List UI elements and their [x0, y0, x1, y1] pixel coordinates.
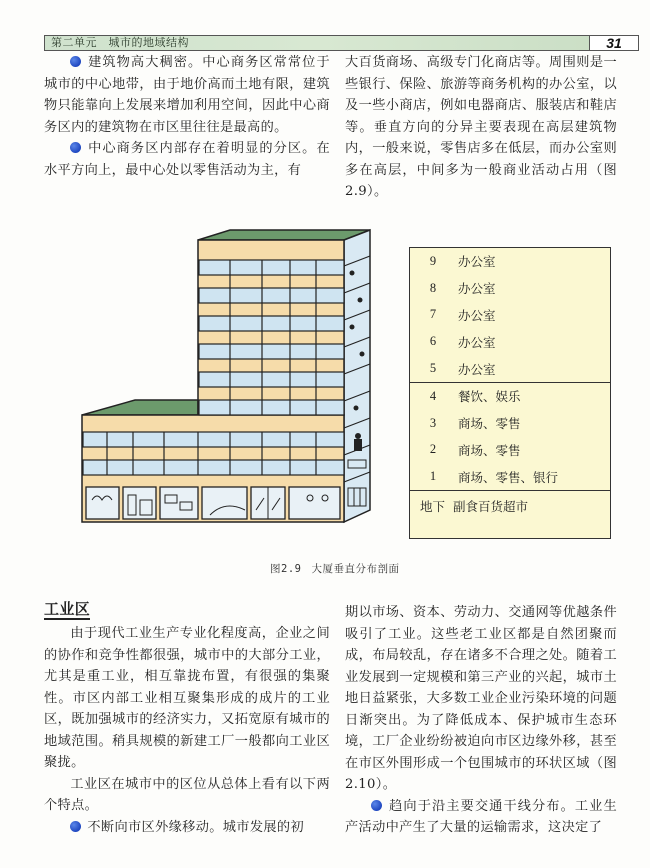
bottom-right-column — [345, 602, 617, 839]
bottom-left-column — [44, 600, 330, 838]
legend-row-floor-9: 9 办公室 — [429, 253, 496, 270]
top-right-column — [345, 52, 617, 203]
legend-row-floor-6: 6 办公室 — [429, 334, 496, 350]
top-left-column — [44, 52, 330, 181]
bullet-icon — [70, 142, 81, 153]
bullet-icon — [70, 821, 81, 832]
paragraph: 趋向于沿主要交通干线分布。工业生产活动中产生了大量的运输需求，这决定了 — [345, 798, 617, 835]
page-number: 31 — [606, 35, 622, 51]
floor-use-legend — [409, 247, 611, 539]
section-title: 工业区 — [44, 600, 91, 618]
paragraph: 不断向市区外缘移动。城市发展的初 — [44, 817, 330, 839]
legend-group-commercial — [410, 383, 610, 491]
legend-row-floor-7: 7 办公室 — [429, 307, 496, 323]
legend-group-offices — [410, 248, 610, 383]
legend-row-floor-5: 5 办公室 — [429, 361, 496, 377]
paragraph: 工业区在城市中的区位从总体上看有以下两个特点。 — [44, 776, 330, 813]
bullet-icon — [371, 800, 382, 811]
paragraph: 由于现代工业生产专业化程度高，企业之间的协作和竞争性都很强，城市中的大部分工业，尤其是重工业，相互靠拢布置，有很强的集聚性。市区内部工业相互聚集形成的成片的工业区，既加强城市的经济实力，又拓宽原有城市的地域范围。稍具规模的新建工厂一般都向工业区聚拢。 — [44, 626, 330, 770]
paragraph: 大百货商场、高级专门化商店等。周围则是一些银行、保险、旅游等商务机构的办公室，以及一些小商店，例如电器商店、服装店和鞋店等。垂直方向的分异主要表现在高层建筑物内，一般来说，零售店多在低层，而办公室则多在高层，中间多为一般商业活动占用（图2.9）。 — [345, 55, 617, 199]
legend-group-basement — [410, 491, 610, 521]
legend-row-floor-8: 8 办公室 — [429, 280, 496, 297]
running-header — [44, 35, 639, 51]
paragraph: 中心商务区内部存在着明显的分区。在水平方向上，最中心处以零售活动为主，有 — [44, 141, 330, 178]
building-illustration — [60, 210, 405, 540]
figure-caption — [270, 561, 399, 576]
paragraph: 期以市场、资本、劳动力、交通网等优越条件吸引了工业。这些老工业区都是自然团聚而成，布局较乱，存在诸多不合理之处。随着工业发展到一定规模和第三产业的兴起，城市土地日益紧张，大多数工业企业污染环境的问题日渐突出。为了降低成本、保护城市生态环境，工厂企业纷纷被迫向市区边缘外移，甚至在市区外围形成一个包围城市的环状区域（图2.10）。 — [345, 605, 617, 792]
unit-title: 第二单元 城市的地域结构 — [45, 36, 590, 50]
legend-row-floor-1: 1 商场、零售、银行 — [429, 469, 559, 485]
legend-row-floor-4: 4 餐饮、娱乐 — [429, 388, 521, 405]
paragraph: 建筑物高大稠密。中心商务区常常位于城市的中心地带，由于地价高而土地有限，建筑物只能靠向上发展来增加利用空间，因此中心商务区内的建筑物在市区里往往是最高的。 — [44, 55, 330, 135]
figure-building-vertical-section — [60, 210, 620, 550]
legend-row-basement: 地下 副食百货超市 — [420, 499, 529, 515]
figure-caption-text: 大厦垂直分布剖面 — [311, 563, 400, 575]
legend-row-floor-2: 2 商场、零售 — [429, 442, 521, 458]
figure-number: 图2.9 — [270, 563, 302, 575]
legend-row-floor-3: 3 商场、零售 — [429, 415, 521, 432]
bullet-icon — [70, 56, 81, 67]
